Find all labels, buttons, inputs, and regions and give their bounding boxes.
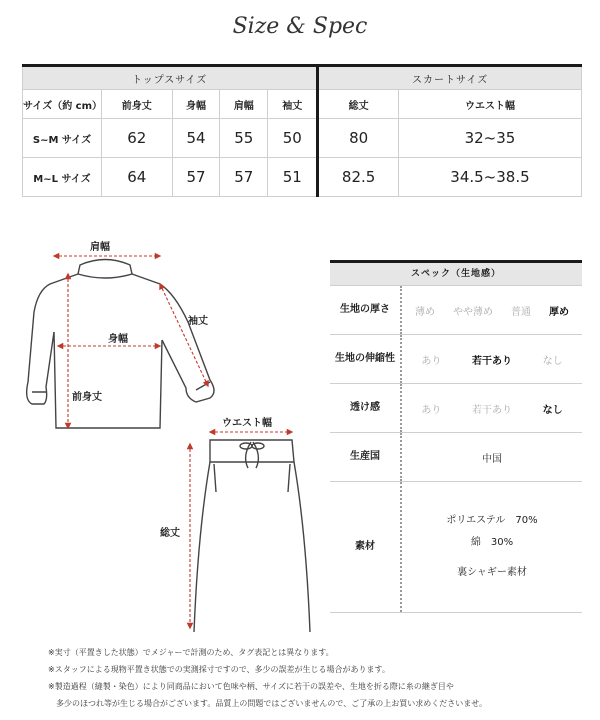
- col-front-length: 前身丈: [102, 90, 173, 119]
- cell-value: 34.5~38.5: [398, 158, 581, 197]
- spec-row-stretch: [330, 335, 582, 384]
- note-line: ※実寸（平置きした状態）でメジャーで計測のため、タグ表記とは異なります。: [48, 648, 334, 657]
- option-yes: あり: [421, 404, 442, 416]
- spec-row-origin: [330, 433, 582, 482]
- cell-value: 62: [102, 119, 173, 158]
- spec-label: 素材: [330, 482, 402, 612]
- note-line: ※製造過程（縫製・染色）により同商品において色味や柄、サイズに若干の誤差や、生地を折る際に糸の継ぎ目や: [48, 682, 454, 691]
- cell-value: 32~35: [398, 119, 581, 158]
- label-front-length: 前身丈: [72, 392, 102, 403]
- spec-label: 生地の厚さ: [330, 286, 402, 334]
- material-line: ポリエステル 70%: [446, 515, 538, 526]
- cell-value: 82.5: [318, 158, 399, 197]
- col-waist: ウエスト幅: [398, 90, 581, 119]
- cell-value: 57: [220, 158, 268, 197]
- label-sleeve: 袖丈: [188, 316, 208, 327]
- notes: [48, 644, 588, 712]
- label-total-length: 総丈: [160, 528, 180, 539]
- page-title: Size & Spec: [232, 14, 368, 39]
- spec-label: 生地の伸縮性: [330, 335, 402, 383]
- label-waist: ウエスト幅: [222, 418, 272, 429]
- cell-value: 54: [172, 119, 220, 158]
- spec-label: 生産国: [330, 433, 402, 481]
- cell-value: 51: [268, 158, 318, 197]
- garment-illustration: [10, 232, 320, 632]
- label-body-width: 身幅: [108, 334, 128, 345]
- measure-arrows: [54, 256, 292, 628]
- col-total-length: 総丈: [318, 90, 399, 119]
- spec-row-sheer: [330, 384, 582, 433]
- cell-value: 64: [102, 158, 173, 197]
- cell-value: 50: [268, 119, 318, 158]
- garment-diagrams: [10, 232, 320, 632]
- col-sleeve: 袖丈: [268, 90, 318, 119]
- table-row: [23, 158, 582, 197]
- skirt-outline: [194, 440, 310, 632]
- col-shoulder: 肩幅: [220, 90, 268, 119]
- spec-row-material: [330, 482, 582, 613]
- tops-size-header: トップスサイズ: [23, 66, 318, 90]
- material-line: 綿 30%: [470, 537, 514, 548]
- origin-value: 中国: [482, 453, 502, 465]
- size-label: サイズ（約 cm）: [23, 90, 102, 119]
- col-body-width: 身幅: [172, 90, 220, 119]
- skirt-size-header: スカートサイズ: [318, 66, 582, 90]
- spec-row-thickness: [330, 286, 582, 335]
- row-size-sm: S~M サイズ: [23, 119, 102, 158]
- option-none: なし: [542, 404, 563, 416]
- row-size-ml: M~L サイズ: [23, 158, 102, 197]
- cell-value: 80: [318, 119, 399, 158]
- option-yes: あり: [421, 355, 442, 367]
- option-slight: 若干あり: [471, 404, 512, 416]
- label-shoulder: 肩幅: [90, 242, 110, 253]
- note-line: 多少のほつれ等が生じる場合がございます。品質上の問題ではございませんので、ご了承の上お買い求めくださいませ。: [48, 699, 487, 708]
- option-slightly-thin: やや薄め: [453, 306, 493, 318]
- option-thick: 厚め: [549, 306, 569, 318]
- option-none: なし: [542, 355, 563, 367]
- material-lining: 裏シャギー素材: [457, 567, 527, 578]
- option-thin: 薄め: [415, 306, 435, 318]
- spec-table: [330, 260, 582, 613]
- table-row: [23, 119, 582, 158]
- note-line: ※スタッフによる現物平置き状態での実測採寸ですので、多少の誤差が生じる場合があります。: [48, 665, 390, 674]
- spec-label: 透け感: [330, 384, 402, 432]
- option-slight: 若干あり: [471, 355, 512, 367]
- cell-value: 55: [220, 119, 268, 158]
- cell-value: 57: [172, 158, 220, 197]
- option-normal: 普通: [511, 306, 531, 318]
- size-table: [22, 64, 582, 197]
- spec-header: スペック（生地感）: [330, 263, 582, 286]
